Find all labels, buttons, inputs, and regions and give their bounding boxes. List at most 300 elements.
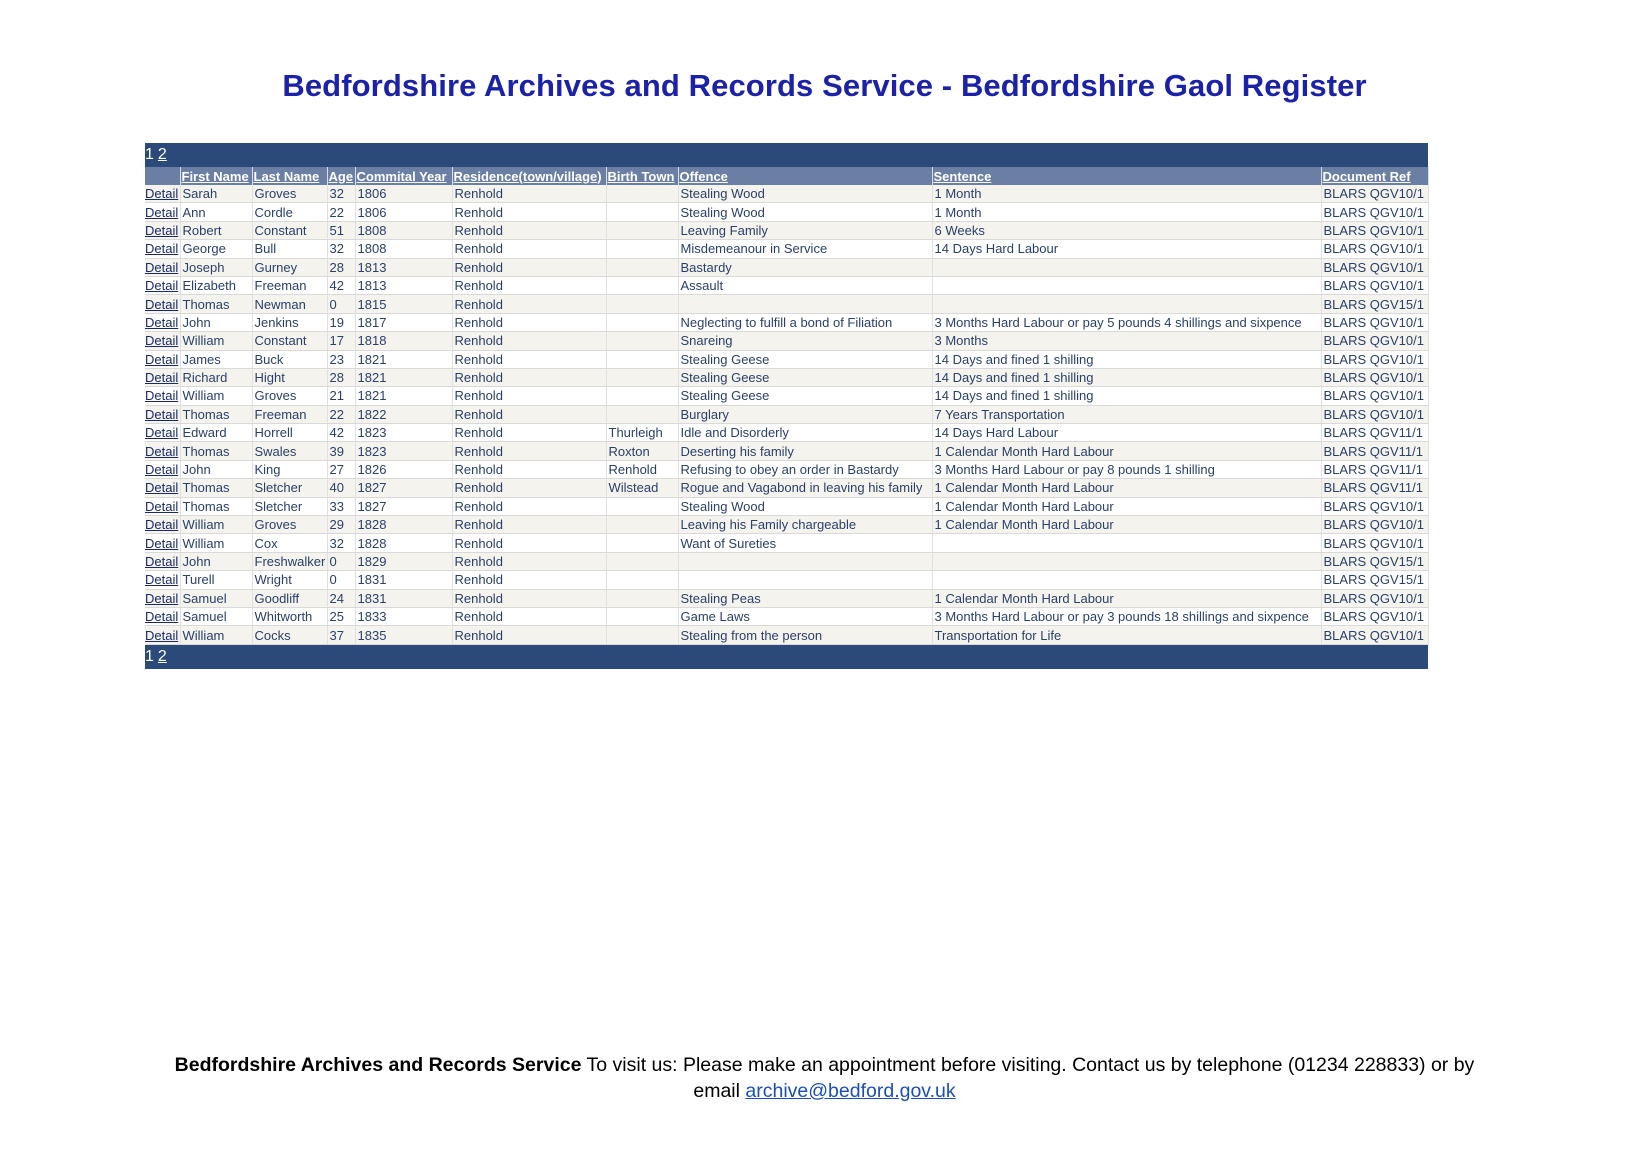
- cell-first-name: James: [180, 350, 252, 368]
- cell-last-name: Horrell: [252, 424, 327, 442]
- cell-document-ref: BLARS QGV11/1: [1321, 424, 1428, 442]
- table-row: [145, 332, 1428, 350]
- cell-last-name: Bull: [252, 240, 327, 258]
- table-row: [145, 589, 1428, 607]
- cell-sentence: 1 Month: [932, 203, 1321, 221]
- table-row: [145, 295, 1428, 313]
- cell-birth-town: [606, 350, 678, 368]
- cell-commital-year: 1815: [355, 295, 452, 313]
- detail-link[interactable]: Detail: [145, 406, 179, 422]
- detail-link[interactable]: Detail: [145, 572, 179, 588]
- detail-link[interactable]: Detail: [145, 498, 179, 514]
- cell-residence: Renhold: [452, 240, 606, 258]
- cell-document-ref: BLARS QGV10/1: [1321, 258, 1428, 276]
- table-row: [145, 350, 1428, 368]
- cell-offence: Stealing Wood: [678, 203, 932, 221]
- cell-residence: Renhold: [452, 607, 606, 625]
- cell-offence: Stealing from the person: [678, 626, 932, 644]
- cell-commital-year: 1829: [355, 552, 452, 570]
- cell-sentence: 3 Months Hard Labour or pay 3 pounds 18 shillings and sixpence: [932, 607, 1321, 625]
- cell-offence: Leaving Family: [678, 221, 932, 239]
- pager-top: [145, 143, 1428, 167]
- table-header-row: [145, 167, 1428, 185]
- cell-commital-year: 1828: [355, 516, 452, 534]
- cell-document-ref: BLARS QGV11/1: [1321, 442, 1428, 460]
- cell-age: 40: [327, 479, 355, 497]
- cell-birth-town: [606, 185, 678, 203]
- pager-current-page: 1: [145, 146, 154, 163]
- cell-residence: Renhold: [452, 405, 606, 423]
- cell-offence: Leaving his Family chargeable: [678, 516, 932, 534]
- cell-offence: Snareing: [678, 332, 932, 350]
- cell-offence: Neglecting to fulfill a bond of Filiation: [678, 313, 932, 331]
- cell-last-name: Groves: [252, 185, 327, 203]
- cell-sentence: 1 Calendar Month Hard Labour: [932, 479, 1321, 497]
- cell-document-ref: BLARS QGV10/1: [1321, 405, 1428, 423]
- cell-residence: Renhold: [452, 387, 606, 405]
- cell-age: 28: [327, 258, 355, 276]
- cell-residence: Renhold: [452, 516, 606, 534]
- cell-offence: Stealing Geese: [678, 368, 932, 386]
- column-header-first-name[interactable]: First Name: [180, 167, 252, 185]
- detail-link[interactable]: Detail: [145, 186, 179, 202]
- cell-offence: Deserting his family: [678, 442, 932, 460]
- cell-last-name: Swales: [252, 442, 327, 460]
- column-header-offence[interactable]: Offence: [678, 167, 932, 185]
- detail-link[interactable]: Detail: [145, 388, 179, 404]
- cell-first-name: Richard: [180, 368, 252, 386]
- cell-first-name: John: [180, 313, 252, 331]
- cell-residence: Renhold: [452, 203, 606, 221]
- cell-sentence: 1 Month: [932, 185, 1321, 203]
- cell-document-ref: BLARS QGV10/1: [1321, 203, 1428, 221]
- cell-birth-town: [606, 203, 678, 221]
- cell-sentence: 7 Years Transportation: [932, 405, 1321, 423]
- cell-sentence: 14 Days and fined 1 shilling: [932, 350, 1321, 368]
- cell-last-name: Newman: [252, 295, 327, 313]
- table-row: [145, 203, 1428, 221]
- cell-birth-town: [606, 276, 678, 294]
- cell-residence: Renhold: [452, 350, 606, 368]
- cell-commital-year: 1833: [355, 607, 452, 625]
- cell-sentence: [932, 571, 1321, 589]
- detail-link[interactable]: Detail: [145, 517, 179, 533]
- pager-current-page: 1: [145, 647, 154, 665]
- cell-residence: Renhold: [452, 442, 606, 460]
- cell-age: 28: [327, 368, 355, 386]
- cell-age: 19: [327, 313, 355, 331]
- cell-age: 22: [327, 405, 355, 423]
- cell-residence: Renhold: [452, 368, 606, 386]
- cell-first-name: Thomas: [180, 479, 252, 497]
- cell-last-name: Goodliff: [252, 589, 327, 607]
- cell-document-ref: BLARS QGV10/1: [1321, 368, 1428, 386]
- cell-last-name: Cordle: [252, 203, 327, 221]
- cell-offence: Misdemeanour in Service: [678, 240, 932, 258]
- cell-first-name: Thomas: [180, 497, 252, 515]
- cell-residence: Renhold: [452, 479, 606, 497]
- cell-birth-town: [606, 552, 678, 570]
- cell-last-name: Constant: [252, 332, 327, 350]
- cell-first-name: Thomas: [180, 405, 252, 423]
- cell-offence: Assault: [678, 276, 932, 294]
- table-row: [145, 607, 1428, 625]
- cell-document-ref: BLARS QGV10/1: [1321, 497, 1428, 515]
- page-title: Bedfordshire Archives and Records Service - Bedfordshire Gaol Register: [282, 68, 1367, 103]
- column-header-sentence[interactable]: Sentence: [932, 167, 1321, 185]
- table-row: [145, 497, 1428, 515]
- cell-offence: Game Laws: [678, 607, 932, 625]
- cell-age: 24: [327, 589, 355, 607]
- cell-offence: Stealing Wood: [678, 185, 932, 203]
- cell-age: 37: [327, 626, 355, 644]
- cell-age: 33: [327, 497, 355, 515]
- cell-document-ref: BLARS QGV10/1: [1321, 607, 1428, 625]
- cell-document-ref: BLARS QGV10/1: [1321, 626, 1428, 644]
- footer-contact-text: To visit us: Please make an appointment before visiting. Contact us by telephone (01234 228833) or by email: [581, 1054, 1475, 1102]
- cell-last-name: Gurney: [252, 258, 327, 276]
- cell-birth-town: Thurleigh: [606, 424, 678, 442]
- cell-commital-year: 1808: [355, 240, 452, 258]
- cell-sentence: Transportation for Life: [932, 626, 1321, 644]
- cell-offence: Burglary: [678, 405, 932, 423]
- cell-first-name: Joseph: [180, 258, 252, 276]
- cell-residence: Renhold: [452, 276, 606, 294]
- detail-link[interactable]: Detail: [145, 535, 179, 551]
- cell-residence: Renhold: [452, 221, 606, 239]
- cell-commital-year: 1822: [355, 405, 452, 423]
- cell-residence: Renhold: [452, 313, 606, 331]
- column-header-last-name[interactable]: Last Name: [252, 167, 327, 185]
- cell-sentence: 1 Calendar Month Hard Labour: [932, 497, 1321, 515]
- table-row: [145, 571, 1428, 589]
- cell-birth-town: [606, 258, 678, 276]
- cell-first-name: Edward: [180, 424, 252, 442]
- cell-age: 32: [327, 240, 355, 258]
- table-row: [145, 185, 1428, 203]
- cell-first-name: William: [180, 534, 252, 552]
- cell-offence: Idle and Disorderly: [678, 424, 932, 442]
- table-row: [145, 552, 1428, 570]
- column-header-commital-year[interactable]: Commital Year: [355, 167, 452, 185]
- cell-last-name: Wright: [252, 571, 327, 589]
- table-row: [145, 534, 1428, 552]
- column-header-detail: [145, 167, 180, 185]
- cell-residence: Renhold: [452, 332, 606, 350]
- cell-age: 22: [327, 203, 355, 221]
- cell-birth-town: [606, 589, 678, 607]
- table-row: [145, 442, 1428, 460]
- detail-link[interactable]: Detail: [145, 351, 179, 367]
- detail-link[interactable]: Detail: [145, 627, 179, 643]
- table-body: [145, 185, 1428, 644]
- cell-last-name: Freeman: [252, 405, 327, 423]
- cell-document-ref: BLARS QGV10/1: [1321, 589, 1428, 607]
- cell-first-name: Robert: [180, 221, 252, 239]
- table-row: [145, 368, 1428, 386]
- cell-first-name: Thomas: [180, 295, 252, 313]
- cell-first-name: William: [180, 626, 252, 644]
- cell-residence: Renhold: [452, 295, 606, 313]
- cell-sentence: 14 Days Hard Labour: [932, 424, 1321, 442]
- cell-birth-town: [606, 221, 678, 239]
- cell-commital-year: 1817: [355, 313, 452, 331]
- cell-residence: Renhold: [452, 589, 606, 607]
- cell-residence: Renhold: [452, 424, 606, 442]
- cell-offence: Refusing to obey an order in Bastardy: [678, 460, 932, 478]
- cell-document-ref: BLARS QGV10/1: [1321, 240, 1428, 258]
- cell-residence: Renhold: [452, 571, 606, 589]
- cell-residence: Renhold: [452, 460, 606, 478]
- cell-first-name: John: [180, 460, 252, 478]
- cell-offence: [678, 552, 932, 570]
- cell-age: 32: [327, 185, 355, 203]
- table-row: [145, 424, 1428, 442]
- cell-commital-year: 1827: [355, 497, 452, 515]
- page-footer: [150, 1052, 1499, 1104]
- footer-org-name: Bedfordshire Archives and Records Service: [174, 1054, 582, 1076]
- cell-offence: Bastardy: [678, 258, 932, 276]
- cell-last-name: Cox: [252, 534, 327, 552]
- cell-commital-year: 1821: [355, 368, 452, 386]
- cell-age: 32: [327, 534, 355, 552]
- cell-residence: Renhold: [452, 497, 606, 515]
- cell-first-name: Samuel: [180, 589, 252, 607]
- detail-link[interactable]: Detail: [145, 609, 179, 625]
- cell-document-ref: BLARS QGV11/1: [1321, 460, 1428, 478]
- detail-link[interactable]: Detail: [145, 259, 179, 275]
- cell-last-name: King: [252, 460, 327, 478]
- detail-link[interactable]: Detail: [145, 480, 179, 496]
- cell-offence: Stealing Wood: [678, 497, 932, 515]
- cell-document-ref: BLARS QGV10/1: [1321, 534, 1428, 552]
- cell-sentence: 14 Days and fined 1 shilling: [932, 387, 1321, 405]
- cell-birth-town: [606, 571, 678, 589]
- cell-birth-town: [606, 313, 678, 331]
- cell-last-name: Groves: [252, 516, 327, 534]
- cell-commital-year: 1831: [355, 571, 452, 589]
- cell-sentence: 3 Months Hard Labour or pay 5 pounds 4 shillings and sixpence: [932, 313, 1321, 331]
- cell-first-name: Elizabeth: [180, 276, 252, 294]
- cell-birth-town: [606, 607, 678, 625]
- cell-birth-town: [606, 534, 678, 552]
- cell-age: 29: [327, 516, 355, 534]
- cell-document-ref: BLARS QGV15/1: [1321, 552, 1428, 570]
- cell-offence: Stealing Peas: [678, 589, 932, 607]
- cell-commital-year: 1828: [355, 534, 452, 552]
- cell-last-name: Freeman: [252, 276, 327, 294]
- cell-document-ref: BLARS QGV10/1: [1321, 313, 1428, 331]
- cell-age: 0: [327, 552, 355, 570]
- cell-first-name: George: [180, 240, 252, 258]
- cell-residence: Renhold: [452, 258, 606, 276]
- cell-last-name: Jenkins: [252, 313, 327, 331]
- table-row: [145, 516, 1428, 534]
- table-row: [145, 240, 1428, 258]
- cell-last-name: Constant: [252, 221, 327, 239]
- cell-birth-town: Renhold: [606, 460, 678, 478]
- table-row: [145, 460, 1428, 478]
- pager-bottom: [145, 645, 1428, 669]
- cell-commital-year: 1821: [355, 350, 452, 368]
- gaol-register-table: [145, 167, 1429, 645]
- cell-birth-town: [606, 405, 678, 423]
- detail-link[interactable]: Detail: [145, 462, 179, 478]
- cell-commital-year: 1821: [355, 387, 452, 405]
- gaol-register-table-container: [145, 143, 1428, 669]
- cell-sentence: 6 Weeks: [932, 221, 1321, 239]
- cell-age: 23: [327, 350, 355, 368]
- cell-sentence: 14 Days Hard Labour: [932, 240, 1321, 258]
- detail-link[interactable]: Detail: [145, 204, 179, 220]
- cell-document-ref: BLARS QGV10/1: [1321, 276, 1428, 294]
- cell-age: 25: [327, 607, 355, 625]
- table-row: [145, 405, 1428, 423]
- cell-first-name: John: [180, 552, 252, 570]
- cell-document-ref: BLARS QGV10/1: [1321, 185, 1428, 203]
- cell-age: 42: [327, 276, 355, 294]
- cell-birth-town: [606, 626, 678, 644]
- cell-last-name: Groves: [252, 387, 327, 405]
- cell-offence: Stealing Geese: [678, 350, 932, 368]
- cell-offence: Stealing Geese: [678, 387, 932, 405]
- detail-link[interactable]: Detail: [145, 370, 179, 386]
- cell-commital-year: 1823: [355, 424, 452, 442]
- cell-residence: Renhold: [452, 626, 606, 644]
- cell-commital-year: 1827: [355, 479, 452, 497]
- table-row: [145, 313, 1428, 331]
- cell-sentence: 1 Calendar Month Hard Labour: [932, 442, 1321, 460]
- cell-commital-year: 1818: [355, 332, 452, 350]
- cell-offence: Rogue and Vagabond in leaving his family: [678, 479, 932, 497]
- cell-age: 42: [327, 424, 355, 442]
- cell-last-name: Sletcher: [252, 479, 327, 497]
- detail-link[interactable]: Detail: [145, 443, 179, 459]
- cell-sentence: [932, 295, 1321, 313]
- cell-birth-town: [606, 497, 678, 515]
- cell-commital-year: 1813: [355, 276, 452, 294]
- detail-link[interactable]: Detail: [145, 241, 179, 257]
- cell-document-ref: BLARS QGV15/1: [1321, 295, 1428, 313]
- cell-birth-town: Wilstead: [606, 479, 678, 497]
- cell-first-name: Ann: [180, 203, 252, 221]
- cell-document-ref: BLARS QGV15/1: [1321, 571, 1428, 589]
- cell-last-name: Freshwalker: [252, 552, 327, 570]
- cell-sentence: 1 Calendar Month Hard Labour: [932, 516, 1321, 534]
- table-row: [145, 276, 1428, 294]
- cell-commital-year: 1806: [355, 203, 452, 221]
- cell-commital-year: 1826: [355, 460, 452, 478]
- cell-age: 17: [327, 332, 355, 350]
- cell-last-name: Hight: [252, 368, 327, 386]
- column-header-residence[interactable]: Residence(town/village): [452, 167, 606, 185]
- table-row: [145, 626, 1428, 644]
- cell-last-name: Whitworth: [252, 607, 327, 625]
- cell-first-name: William: [180, 332, 252, 350]
- cell-document-ref: BLARS QGV10/1: [1321, 350, 1428, 368]
- table-row: [145, 387, 1428, 405]
- cell-sentence: [932, 276, 1321, 294]
- cell-first-name: Sarah: [180, 185, 252, 203]
- cell-age: 0: [327, 571, 355, 589]
- cell-residence: Renhold: [452, 552, 606, 570]
- cell-birth-town: [606, 332, 678, 350]
- cell-sentence: [932, 258, 1321, 276]
- column-header-document-ref[interactable]: Document Ref: [1321, 167, 1428, 185]
- table-row: [145, 479, 1428, 497]
- cell-document-ref: BLARS QGV10/1: [1321, 516, 1428, 534]
- cell-offence: [678, 295, 932, 313]
- detail-link[interactable]: Detail: [145, 333, 179, 349]
- column-header-birth-town[interactable]: Birth Town: [606, 167, 678, 185]
- cell-commital-year: 1823: [355, 442, 452, 460]
- detail-link[interactable]: Detail: [145, 590, 179, 606]
- cell-commital-year: 1831: [355, 589, 452, 607]
- cell-first-name: Samuel: [180, 607, 252, 625]
- detail-link[interactable]: Detail: [145, 278, 179, 294]
- cell-birth-town: [606, 240, 678, 258]
- column-header-age[interactable]: Age: [328, 168, 354, 184]
- cell-last-name: Cocks: [252, 626, 327, 644]
- cell-first-name: Turell: [180, 571, 252, 589]
- cell-commital-year: 1806: [355, 185, 452, 203]
- cell-age: 21: [327, 387, 355, 405]
- cell-commital-year: 1835: [355, 626, 452, 644]
- cell-birth-town: [606, 295, 678, 313]
- cell-first-name: William: [180, 516, 252, 534]
- cell-sentence: 14 Days and fined 1 shilling: [932, 368, 1321, 386]
- cell-sentence: [932, 534, 1321, 552]
- cell-sentence: 1 Calendar Month Hard Labour: [932, 589, 1321, 607]
- cell-document-ref: BLARS QGV11/1: [1321, 479, 1428, 497]
- cell-birth-town: [606, 516, 678, 534]
- cell-birth-town: Roxton: [606, 442, 678, 460]
- cell-sentence: [932, 552, 1321, 570]
- detail-link[interactable]: Detail: [145, 554, 179, 569]
- cell-first-name: William: [180, 387, 252, 405]
- detail-link[interactable]: Detail: [145, 314, 179, 330]
- table-row: [145, 258, 1428, 276]
- cell-residence: Renhold: [452, 185, 606, 203]
- footer-email-link[interactable]: archive@bedford.gov.uk: [745, 1080, 956, 1102]
- cell-commital-year: 1808: [355, 221, 452, 239]
- cell-document-ref: BLARS QGV10/1: [1321, 221, 1428, 239]
- cell-age: 51: [327, 221, 355, 239]
- cell-birth-town: [606, 368, 678, 386]
- cell-birth-town: [606, 387, 678, 405]
- cell-last-name: Sletcher: [252, 497, 327, 515]
- cell-age: 0: [327, 295, 355, 313]
- cell-sentence: 3 Months: [932, 332, 1321, 350]
- cell-first-name: Thomas: [180, 442, 252, 460]
- pager-link-page-2[interactable]: 2: [157, 647, 167, 665]
- cell-sentence: 3 Months Hard Labour or pay 8 pounds 1 shilling: [932, 460, 1321, 478]
- cell-commital-year: 1813: [355, 258, 452, 276]
- detail-link[interactable]: Detail: [145, 425, 179, 441]
- pager-link-page-2[interactable]: 2: [157, 146, 167, 163]
- cell-document-ref: BLARS QGV10/1: [1321, 387, 1428, 405]
- cell-age: 27: [327, 460, 355, 478]
- detail-link[interactable]: Detail: [145, 296, 179, 312]
- cell-age: 39: [327, 442, 355, 460]
- table-row: [145, 221, 1428, 239]
- cell-offence: [678, 571, 932, 589]
- detail-link[interactable]: Detail: [145, 222, 179, 238]
- cell-document-ref: BLARS QGV10/1: [1321, 332, 1428, 350]
- cell-offence: Want of Sureties: [678, 534, 932, 552]
- cell-residence: Renhold: [452, 534, 606, 552]
- cell-last-name: Buck: [252, 350, 327, 368]
